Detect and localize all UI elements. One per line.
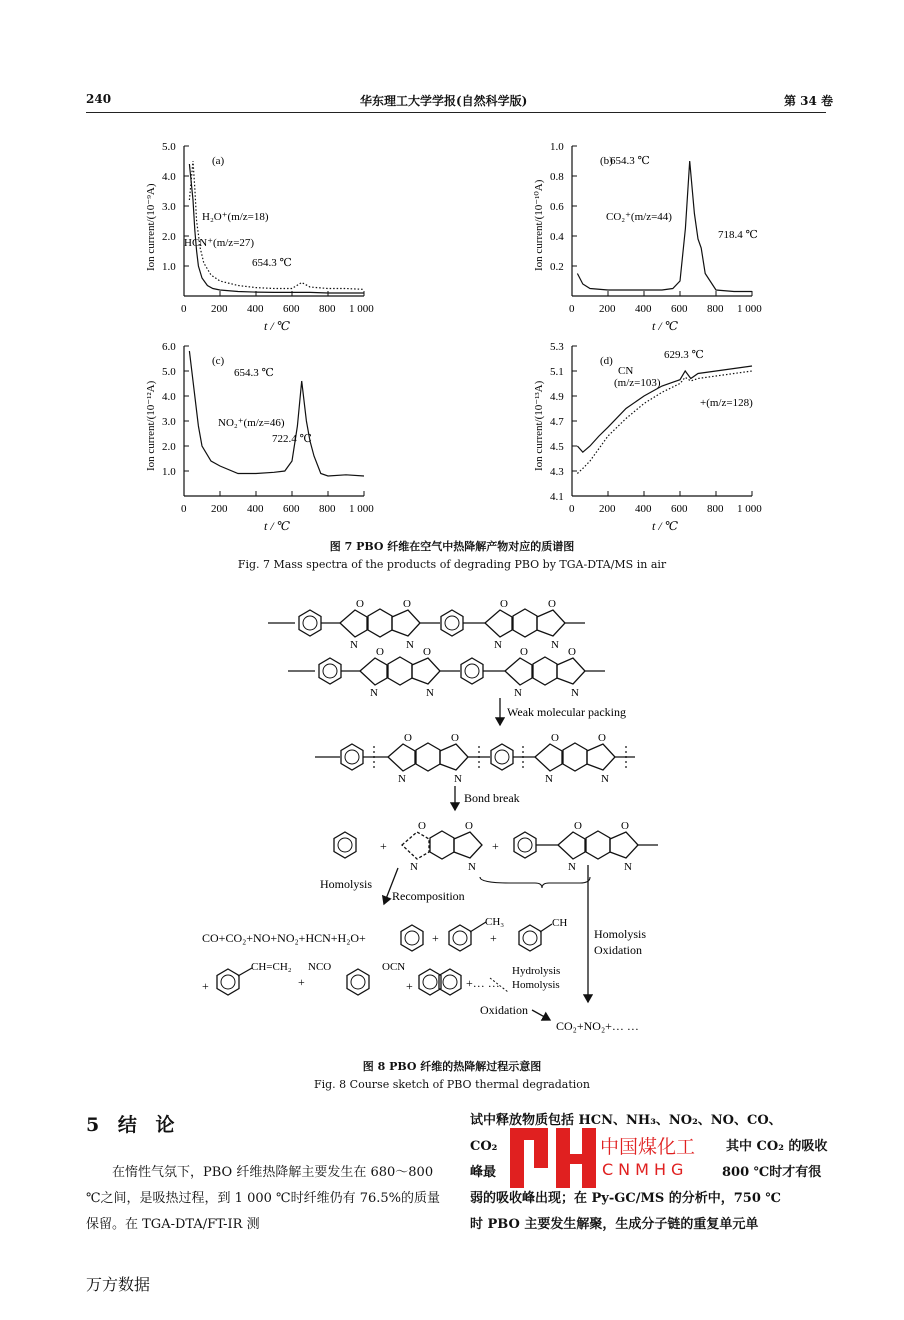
y-tick-label: 4.3 — [550, 466, 564, 478]
y-tick-label: 5.1 — [550, 366, 564, 378]
y-tick-label: 2.0 — [162, 231, 176, 243]
watermark: 万方数据 — [86, 1275, 151, 1294]
svg-text:+: + — [490, 931, 497, 945]
x-axis-label: t / ℃ — [264, 319, 291, 333]
nitrogen-label: N — [571, 687, 579, 699]
panel-label: (d) — [600, 355, 613, 367]
fig8-caption-cn: 图 8 PBO 纤维的热降解过程示意图 — [362, 1060, 542, 1073]
oxygen-label: O — [574, 820, 582, 832]
y-tick-label: 4.0 — [162, 171, 176, 183]
x-axis-label: t / ℃ — [652, 519, 679, 533]
y-tick-label: 5.0 — [162, 141, 176, 153]
annotation: 718.4 ℃ — [718, 229, 758, 241]
y-axis-label: Ion current/(10⁻¹³A) — [533, 380, 545, 471]
svg-text:+: + — [492, 839, 499, 853]
x-tick-label: 0 — [569, 503, 575, 515]
ocn-label: OCN — [382, 961, 406, 973]
label-hydrolysis: Hydrolysis — [512, 965, 561, 977]
annotation: 654.3 ℃ — [252, 257, 292, 269]
nitrogen-label: N — [551, 639, 559, 651]
y-tick-label: 4.5 — [550, 441, 564, 453]
annotation: NO₂⁺(m/z=46) — [218, 417, 285, 429]
x-tick-label: 0 — [181, 303, 187, 315]
svg-text:+: + — [298, 975, 305, 989]
nitrogen-label: N — [601, 773, 609, 785]
x-tick-label: 0 — [181, 503, 187, 515]
label-recomposition: Recomposition — [392, 889, 465, 903]
methyl-label: CH₃ — [485, 916, 505, 928]
series-line — [577, 371, 752, 474]
x-tick-label: 1 000 — [349, 503, 374, 515]
brace — [480, 877, 590, 888]
annotation: 654.3 ℃ — [610, 155, 650, 167]
annotation: +(m/z=128) — [700, 397, 753, 409]
label-bond-break: Bond break — [464, 791, 520, 805]
y-tick-label: 0.8 — [550, 171, 564, 183]
label-homolysis-right: Homolysis — [594, 927, 647, 941]
x-tick-label: 600 — [671, 303, 688, 315]
y-tick-label: 4.7 — [550, 416, 564, 428]
body-right-line-5: 时 PBO 主要发生解聚，生成分子链的重复单元单 — [470, 1217, 759, 1232]
y-axis-label: Ion current/(10⁻¹⁰A) — [533, 179, 545, 271]
oxygen-label: O — [423, 646, 431, 658]
label-weak-packing: Weak molecular packing — [507, 705, 626, 719]
y-tick-label: 0.6 — [550, 201, 564, 213]
body-right-line-2a: CO₂ — [470, 1139, 498, 1154]
nitrogen-label: N — [514, 687, 522, 699]
x-tick-label: 600 — [671, 503, 688, 515]
nitrogen-label: N — [426, 687, 434, 699]
cnmhg-logo — [506, 1128, 598, 1188]
label-homolysis-small: Homolysis — [512, 979, 560, 991]
fragments-row — [334, 820, 658, 873]
x-tick-label: 0 — [569, 303, 575, 315]
ch-label: CH — [552, 917, 568, 929]
nitrogen-label: N — [410, 861, 418, 873]
svg-text:+: + — [202, 979, 209, 993]
y-tick-label: 0.2 — [550, 261, 564, 273]
body-right-line-1: 试中释放物质包括 HCN、NH₃、NO₂、NO、CO、 — [470, 1113, 782, 1128]
pbo-chain-2 — [288, 646, 605, 699]
annotation: 629.3 ℃ — [664, 349, 704, 361]
fig7-caption-cn: 图 7 PBO 纤维在空气中热降解产物对应的质谱图 — [329, 540, 575, 553]
svg-text:+: + — [406, 979, 413, 993]
oxygen-label: O — [548, 598, 556, 610]
x-tick-label: 400 — [635, 303, 652, 315]
oxygen-label: O — [356, 598, 364, 610]
body-right-line-3a: 峰最 — [470, 1165, 497, 1180]
vinyl-label: CH=CH₂ — [251, 961, 292, 973]
y-tick-label: 4.0 — [162, 391, 176, 403]
y-tick-label: 4.1 — [550, 491, 564, 503]
nitrogen-label: N — [398, 773, 406, 785]
pbo-chain-1 — [268, 598, 585, 651]
y-tick-label: 5.3 — [550, 341, 564, 353]
y-axis-label: Ion current/(10⁻¹²A) — [145, 380, 157, 471]
y-tick-label: 1.0 — [162, 466, 176, 478]
x-tick-label: 400 — [635, 503, 652, 515]
series-line — [577, 161, 752, 292]
x-tick-label: 600 — [283, 303, 300, 315]
body-right-line-2b: 其中 CO₂ 的吸收 — [726, 1139, 828, 1154]
volume-label: 第 34 卷 — [784, 94, 834, 108]
ellipsis-products: +… … — [466, 976, 500, 990]
x-axis-label: t / ℃ — [652, 319, 679, 333]
nitrogen-label: N — [545, 773, 553, 785]
y-tick-label: 1.0 — [550, 141, 564, 153]
series-line — [189, 161, 364, 289]
x-tick-label: 200 — [211, 503, 228, 515]
nitrogen-label: N — [494, 639, 502, 651]
oxygen-label: O — [520, 646, 528, 658]
x-tick-label: 800 — [319, 503, 336, 515]
nitrogen-label: N — [454, 773, 462, 785]
x-tick-label: 1 000 — [737, 503, 762, 515]
label-oxidation: Oxidation — [480, 1003, 528, 1017]
oxygen-label: O — [500, 598, 508, 610]
y-tick-label: 0.4 — [550, 231, 564, 243]
nitrogen-label: N — [468, 861, 476, 873]
y-tick-label: 6.0 — [162, 341, 176, 353]
page-number: 240 — [86, 92, 112, 106]
series-line — [577, 366, 752, 452]
series-line — [189, 351, 364, 476]
x-tick-label: 600 — [283, 503, 300, 515]
body-right-line-3b: 800 ℃时才有很 — [722, 1165, 822, 1180]
x-tick-label: 200 — [599, 503, 616, 515]
fig8-scheme — [180, 590, 760, 1040]
body-right-line-4: 弱的吸收峰出现；在 Py-GC/MS 的分析中，750 ℃ — [470, 1191, 781, 1206]
fig7-caption-en: Fig. 7 Mass spectra of the products of degrading PBO by TGA-DTA/MS in air — [237, 558, 667, 571]
oxygen-label: O — [376, 646, 384, 658]
fig8-caption-en: Fig. 8 Course sketch of PBO thermal degradation — [313, 1078, 591, 1091]
header-rule — [86, 112, 826, 113]
x-tick-label: 1 000 — [349, 303, 374, 315]
oxygen-label: O — [403, 598, 411, 610]
nco-label: NCO — [308, 961, 332, 973]
oxygen-label: O — [465, 820, 473, 832]
journal-title: 华东理工大学学报(自然科学版) — [360, 94, 528, 108]
oxygen-label: O — [598, 732, 606, 744]
body-left-paragraph: 在惰性气氛下，PBO 纤维热降解主要发生在 680～800 ℃之间，是吸热过程，到 1 000 ℃时纤维仍有 76.5%的质量保留。在 TGA-DTA/FT-IR 测 — [86, 1165, 440, 1232]
fig7-charts — [140, 136, 800, 536]
oxygen-label: O — [404, 732, 412, 744]
oxygen-label: O — [568, 646, 576, 658]
pbo-chain-3 — [315, 732, 635, 785]
y-tick-label: 5.0 — [162, 366, 176, 378]
x-axis-label: t / ℃ — [264, 519, 291, 533]
annotation: 654.3 ℃ — [234, 367, 274, 379]
annotation: (m/z=103) — [614, 377, 661, 389]
oxygen-label: O — [621, 820, 629, 832]
oxygen-label: O — [418, 820, 426, 832]
nitrogen-label: N — [624, 861, 632, 873]
svg-text:+: + — [432, 931, 439, 945]
y-tick-label: 3.0 — [162, 416, 176, 428]
label-homolysis-left: Homolysis — [320, 877, 373, 891]
oxygen-label: O — [451, 732, 459, 744]
x-tick-label: 400 — [247, 303, 264, 315]
x-tick-label: 800 — [707, 503, 724, 515]
panel-label: (c) — [212, 355, 225, 367]
annotation: 722.4 ℃ — [272, 433, 312, 445]
x-tick-label: 800 — [707, 303, 724, 315]
gas-products: CO+CO₂+NO+NO₂+HCN+H₂O+ — [202, 931, 366, 945]
y-axis-label: Ion current/(10⁻⁹A) — [145, 183, 157, 271]
y-tick-label: 4.9 — [550, 391, 564, 403]
x-tick-label: 400 — [247, 503, 264, 515]
nitrogen-label: N — [568, 861, 576, 873]
panel-label: (a) — [212, 155, 225, 167]
nitrogen-label: N — [350, 639, 358, 651]
x-tick-label: 1 000 — [737, 303, 762, 315]
annotation: CO₂⁺(m/z=44) — [606, 211, 672, 223]
label-oxidation-right: Oxidation — [594, 943, 642, 957]
annotation: CN — [618, 365, 634, 377]
y-tick-label: 2.0 — [162, 441, 176, 453]
final-products: CO₂+NO₂+… … — [556, 1019, 639, 1033]
annotation: H₂O⁺(m/z=18) — [202, 211, 269, 223]
series-line — [189, 164, 364, 293]
nitrogen-label: N — [370, 687, 378, 699]
y-tick-label: 1.0 — [162, 261, 176, 273]
nitrogen-label: N — [406, 639, 414, 651]
panel-label: (b) — [600, 155, 613, 167]
y-tick-label: 3.0 — [162, 201, 176, 213]
annotation: HCN⁺(m/z=27) — [184, 237, 255, 249]
x-tick-label: 800 — [319, 303, 336, 315]
svg-text:+: + — [380, 839, 387, 853]
logo-text-cn: 中国煤化工 — [600, 1136, 696, 1158]
section-title: 5 结 论 — [86, 1114, 181, 1136]
logo-text-en: CNMHG — [602, 1160, 689, 1179]
arrow-oxidation — [532, 1010, 550, 1020]
oxygen-label: O — [551, 732, 559, 744]
x-tick-label: 200 — [599, 303, 616, 315]
x-tick-label: 200 — [211, 303, 228, 315]
